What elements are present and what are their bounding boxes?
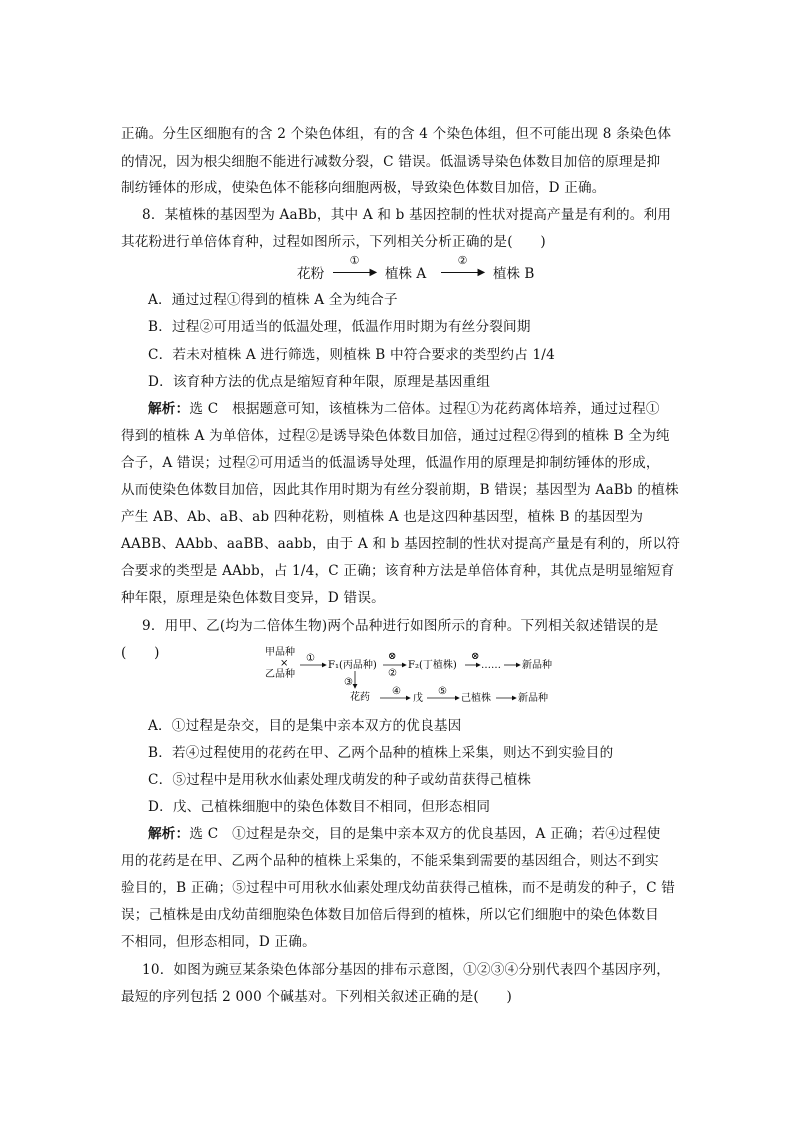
q8-option-b: B．过程②可用适当的低温处理，低温作用时期为有丝分裂间期 bbox=[148, 319, 531, 335]
q8-analysis-line: 种年限，原理是染色体数目变异，D 错误。 bbox=[121, 590, 385, 606]
q9-option-a: A．①过程是杂交，目的是集中亲本双方的优良基因 bbox=[148, 718, 462, 734]
q9-option-d: D．戊、己植株细胞中的染色体数目不相同，但形态相同 bbox=[148, 799, 491, 815]
q9-option-c: C．⑤过程中是用秋水仙素处理戊萌发的种子或幼苗获得己植株 bbox=[148, 772, 532, 788]
step-label: ③ bbox=[344, 677, 353, 688]
q10-stem-line: 10．如图为豌豆某条染色体部分基因的排布示意图，①②③④分别代表四个基因序列， bbox=[142, 962, 671, 978]
flow-arrow: ① ▶ bbox=[329, 262, 381, 282]
f1-label: F₁(丙品种) bbox=[328, 660, 377, 671]
analysis-text: 选 C ①过程是杂交，目的是集中亲本双方的优良基因，A 正确；若④过程使 bbox=[189, 826, 661, 842]
q8-analysis-line: 得到的植株 A 为单倍体，过程②是诱导染色体数目加倍，通过过程②得到的植株 B 全为纯 bbox=[121, 428, 670, 444]
jia-label: 甲品种 bbox=[265, 647, 295, 658]
flow-end: 植株 B bbox=[492, 266, 535, 282]
q9-analysis-line: 不相同，但形态相同，D 正确。 bbox=[121, 934, 316, 950]
q8-stem-line: 8．某植株的基因型为 AaBb，其中 A 和 b 基因控制的性状对提高产量是有利的。利用 bbox=[142, 207, 672, 223]
q8-option-c: C．若未对植株 A 进行筛选，则植株 B 中符合要求的类型约占 1/4 bbox=[148, 347, 555, 363]
text-line: 的情况，因为根尖细胞不能进行减数分裂，C 错误。低温诱导染色体数目加倍的原理是抑 bbox=[121, 154, 661, 170]
step-label: ① bbox=[306, 653, 315, 664]
q8-flow-diagram bbox=[297, 254, 535, 282]
q9-analysis-line: 误；己植株是由戊幼苗细胞染色体数目加倍后得到的植株，所以它们细胞中的染色体数目 bbox=[121, 907, 659, 923]
q10-stem-line: 最短的序列包括 2 000 个碱基对。下列相关叙述正确的是( ) bbox=[121, 989, 513, 1005]
q9-stem-line: ( ) bbox=[121, 645, 160, 661]
step-label: ④ bbox=[392, 686, 401, 697]
yi-label: 乙品种 bbox=[265, 669, 295, 680]
flow-start: 花粉 bbox=[297, 266, 325, 282]
q8-analysis-line bbox=[148, 399, 708, 419]
step-label: ② bbox=[388, 668, 397, 679]
cross-symbol: × bbox=[280, 658, 289, 669]
new-variety-label: 新品种 bbox=[522, 660, 552, 671]
q8-analysis-line: 产生 AB、Ab、aB、ab 四种花粉，则植株 A 也是这四种基因型，植株 B 的基因型为 bbox=[121, 509, 644, 525]
flow-arrow: ② ▶ bbox=[437, 262, 489, 282]
analysis-text: 选 C 根据题意可知，该植株为二倍体。过程①为花药离体培养，通过过程① bbox=[189, 401, 660, 417]
flow-step-label: ② bbox=[457, 254, 468, 267]
flow-step-label: ① bbox=[349, 254, 360, 267]
self-symbol: ⊗ bbox=[471, 651, 480, 662]
q9-analysis-line: 用的花药是在甲、乙两个品种的植株上采集的，不能采集到需要的基因组合，则达不到实 bbox=[121, 853, 659, 869]
dots: …… bbox=[481, 660, 501, 671]
q9-analysis-line: 验目的，B 正确；⑤过程中可用秋水仙素处理戊幼苗获得己植株，而不是萌发的种子，C 错 bbox=[121, 880, 675, 896]
step-label: ⑤ bbox=[438, 686, 447, 697]
self-symbol: ⊗ bbox=[388, 651, 397, 662]
text-line: 正确。分生区细胞有的含 2 个染色体组，有的含 4 个染色体组，但不可能出现 8 条染色体 bbox=[121, 126, 672, 142]
q8-option-d: D．该育种方法的优点是缩短育种年限，原理是基因重组 bbox=[148, 374, 491, 390]
q9-option-b: B．若④过程使用的花药在甲、乙两个品种的植株上采集，则达不到实验目的 bbox=[148, 745, 614, 761]
q8-analysis-line: AABB、AAbb、aaBB、aabb，由于 A 和 b 基因控制的性状对提高产量是有利的，所以符 bbox=[121, 536, 681, 552]
new-variety-label: 新品种 bbox=[518, 693, 548, 704]
f2-label: F₂(丁植株) bbox=[408, 660, 457, 671]
q8-stem-line: 其花粉进行单倍体育种，过程如图所示，下列相关分析正确的是( ) bbox=[121, 234, 546, 250]
wu-label: 戊 bbox=[413, 693, 423, 704]
q9-analysis-line bbox=[148, 824, 708, 844]
q8-analysis-line: 合子，A 错误；过程②可用适当的低温诱导处理，低温作用的原理是抑制纺锤体的形成， bbox=[121, 455, 660, 471]
flow-mid: 植株 A bbox=[384, 266, 427, 282]
q9-breeding-diagram bbox=[262, 642, 592, 710]
text-line: 制纺锤体的形成，使染色体不能移向细胞两极，导致染色体数目加倍，D 正确。 bbox=[121, 180, 606, 196]
analysis-label: 解析： bbox=[148, 401, 190, 417]
analysis-label: 解析： bbox=[148, 826, 190, 842]
q8-option-a: A．通过过程①得到的植株 A 全为纯合子 bbox=[148, 292, 398, 308]
q8-analysis-line: 合要求的类型是 AAbb，占 1/4，C 正确；该育种方法是单倍体育种，其优点是明显缩短育 bbox=[121, 563, 675, 579]
anther-label: 花药 bbox=[350, 692, 370, 703]
ji-label: 己植株 bbox=[461, 693, 491, 704]
q9-stem-line: 9．用甲、乙(均为二倍体生物)两个品种进行如图所示的育种。下列相关叙述错误的是 bbox=[142, 618, 659, 634]
q8-analysis-line: 从而使染色体数目加倍，因此其作用时期为有丝分裂前期，B 错误；基因型为 AaBb 的植株 bbox=[121, 482, 679, 498]
